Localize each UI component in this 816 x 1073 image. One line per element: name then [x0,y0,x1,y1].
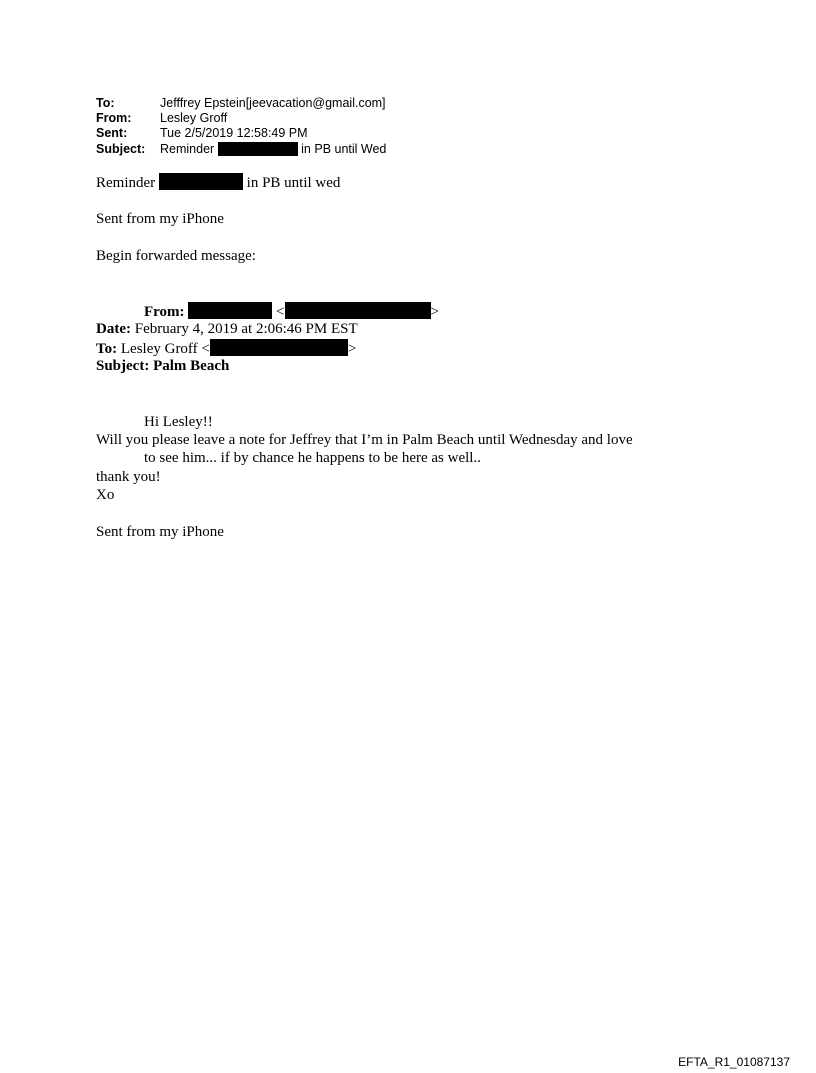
redaction-box [218,142,298,156]
reminder-before: Reminder [96,175,156,191]
forwarded-date-value: February 4, 2019 at 2:06:46 PM EST [134,321,358,337]
reminder-line [96,173,340,192]
message-thanks: thank you! [96,469,161,485]
forwarded-subject-row [96,357,229,375]
header-to-value: Jefffrey Epstein[jeevacation@gmail.com] [160,96,386,110]
message-signoff: Xo [96,487,115,503]
header-sent-row [96,126,308,141]
forwarded-from-lt: < [276,304,285,320]
forwarded-from-label: From: [144,304,185,320]
header-subject-label: Subject: [96,142,146,156]
message-greeting: Hi Lesley!! [144,414,213,430]
header-from-row [96,111,227,126]
forwarded-date-label: Date: [96,321,131,337]
redaction-box [210,339,348,356]
header-from-value: Lesley Groff [160,111,228,125]
forwarded-date-row [96,320,358,338]
header-from-label: From: [96,111,132,125]
forwarded-subject-label: Subject: [96,358,150,374]
header-sent-label: Sent: [96,126,128,140]
header-subject-row [96,142,386,157]
header-to-label: To: [96,96,115,110]
message-line-1: Will you please leave a note for Jeffrey that I’m in Palm Beach until Wednesday and love [96,432,633,448]
forwarded-sent-from-line: Sent from my iPhone [96,524,224,540]
message-line-2: to see him... if by chance he happens to be here as well.. [144,450,481,466]
redaction-box [188,302,272,319]
forwarded-to-label: To: [96,341,118,357]
forwarded-subject-value: Palm Beach [153,358,230,374]
redaction-box [285,302,431,319]
reminder-after: in PB until wed [246,175,341,191]
forwarded-to-gt: > [347,341,357,357]
header-subject-before: Reminder [160,142,215,156]
begin-forwarded-line: Begin forwarded message: [96,248,256,264]
forwarded-from-row [144,302,439,321]
header-sent-value: Tue 2/5/2019 12:58:49 PM [160,126,308,140]
header-to-row [96,96,386,111]
document-id-footer: EFTA_R1_01087137 [678,1055,790,1069]
forwarded-to-row [96,339,356,358]
sent-from-line: Sent from my iPhone [96,211,224,227]
forwarded-from-gt: > [430,304,439,320]
redaction-box [159,173,243,190]
forwarded-to-value: Lesley Groff < [120,341,210,357]
header-subject-after: in PB until Wed [301,142,387,156]
